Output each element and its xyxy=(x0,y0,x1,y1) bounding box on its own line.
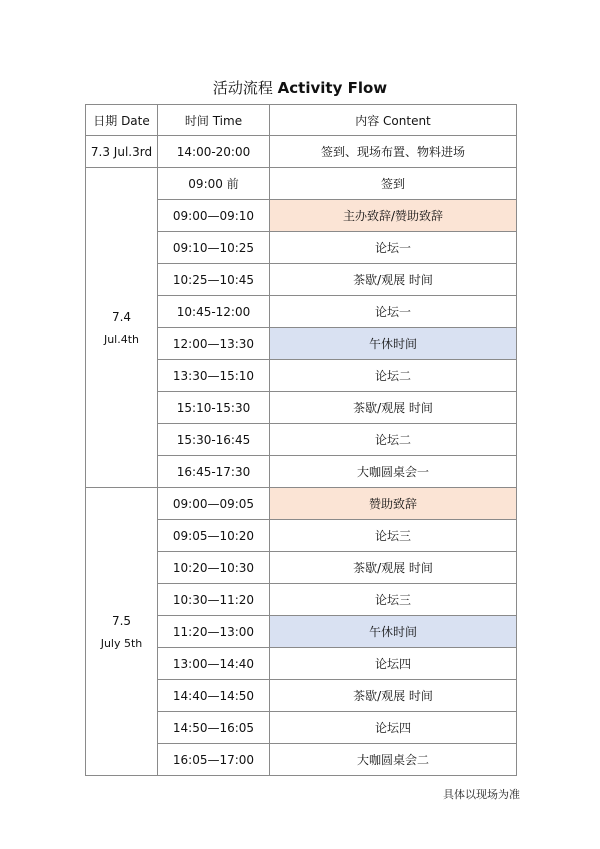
header-content: 内容 Content xyxy=(270,105,517,136)
content-cell: 论坛一 xyxy=(270,232,517,264)
time-cell: 16:45-17:30 xyxy=(158,456,270,488)
header-time: 时间 Time xyxy=(158,105,270,136)
content-cell: 午休时间 xyxy=(270,616,517,648)
schedule-body xyxy=(86,136,517,776)
time-cell: 12:00—13:30 xyxy=(158,328,270,360)
time-cell: 10:30—11:20 xyxy=(158,584,270,616)
time-cell: 15:30-16:45 xyxy=(158,424,270,456)
time-cell: 14:40—14:50 xyxy=(158,680,270,712)
content-cell: 论坛四 xyxy=(270,648,517,680)
title-en: Activity Flow xyxy=(277,79,388,97)
page-title xyxy=(0,78,600,98)
time-cell: 14:50—16:05 xyxy=(158,712,270,744)
content-cell: 大咖圆桌会二 xyxy=(270,744,517,776)
date-cell xyxy=(86,488,158,776)
content-cell: 论坛二 xyxy=(270,360,517,392)
date-cell xyxy=(86,136,158,168)
time-cell: 11:20—13:00 xyxy=(158,616,270,648)
date-label: 7.4 xyxy=(111,309,132,324)
content-cell: 茶歇/观展 时间 xyxy=(270,264,517,296)
time-cell: 09:00 前 xyxy=(158,168,270,200)
table-row xyxy=(86,168,517,200)
table-header-row xyxy=(86,105,517,136)
activity-schedule-table xyxy=(85,104,517,776)
time-cell: 10:45-12:00 xyxy=(158,296,270,328)
content-cell: 茶歇/观展 时间 xyxy=(270,680,517,712)
footnote: 具体以现场为准 xyxy=(443,788,520,801)
content-cell: 午休时间 xyxy=(270,328,517,360)
table-row xyxy=(86,136,517,168)
date-label: 7.5 xyxy=(111,613,132,628)
content-cell: 大咖圆桌会一 xyxy=(270,456,517,488)
content-cell: 论坛二 xyxy=(270,424,517,456)
content-cell: 签到、现场布置、物料进场 xyxy=(270,136,517,168)
time-cell: 14:00-20:00 xyxy=(158,136,270,168)
content-cell: 茶歇/观展 时间 xyxy=(270,392,517,424)
table-row xyxy=(86,488,517,520)
date-label: 7.3 Jul.3rd xyxy=(90,144,153,159)
date-label-en: July 5th xyxy=(100,636,143,650)
date-label-en: Jul.4th xyxy=(103,332,140,346)
header-date: 日期 Date xyxy=(86,105,158,136)
time-cell: 09:10—10:25 xyxy=(158,232,270,264)
content-cell: 茶歇/观展 时间 xyxy=(270,552,517,584)
content-cell: 赞助致辞 xyxy=(270,488,517,520)
time-cell: 09:05—10:20 xyxy=(158,520,270,552)
content-cell: 论坛一 xyxy=(270,296,517,328)
title-zh: 活动流程 xyxy=(212,79,273,97)
content-cell: 签到 xyxy=(270,168,517,200)
time-cell: 10:20—10:30 xyxy=(158,552,270,584)
content-cell: 主办致辞/赞助致辞 xyxy=(270,200,517,232)
time-cell: 09:00—09:05 xyxy=(158,488,270,520)
time-cell: 13:00—14:40 xyxy=(158,648,270,680)
time-cell: 13:30—15:10 xyxy=(158,360,270,392)
content-cell: 论坛四 xyxy=(270,712,517,744)
content-cell: 论坛三 xyxy=(270,584,517,616)
time-cell: 15:10-15:30 xyxy=(158,392,270,424)
time-cell: 09:00—09:10 xyxy=(158,200,270,232)
time-cell: 16:05—17:00 xyxy=(158,744,270,776)
content-cell: 论坛三 xyxy=(270,520,517,552)
time-cell: 10:25—10:45 xyxy=(158,264,270,296)
date-cell xyxy=(86,168,158,488)
